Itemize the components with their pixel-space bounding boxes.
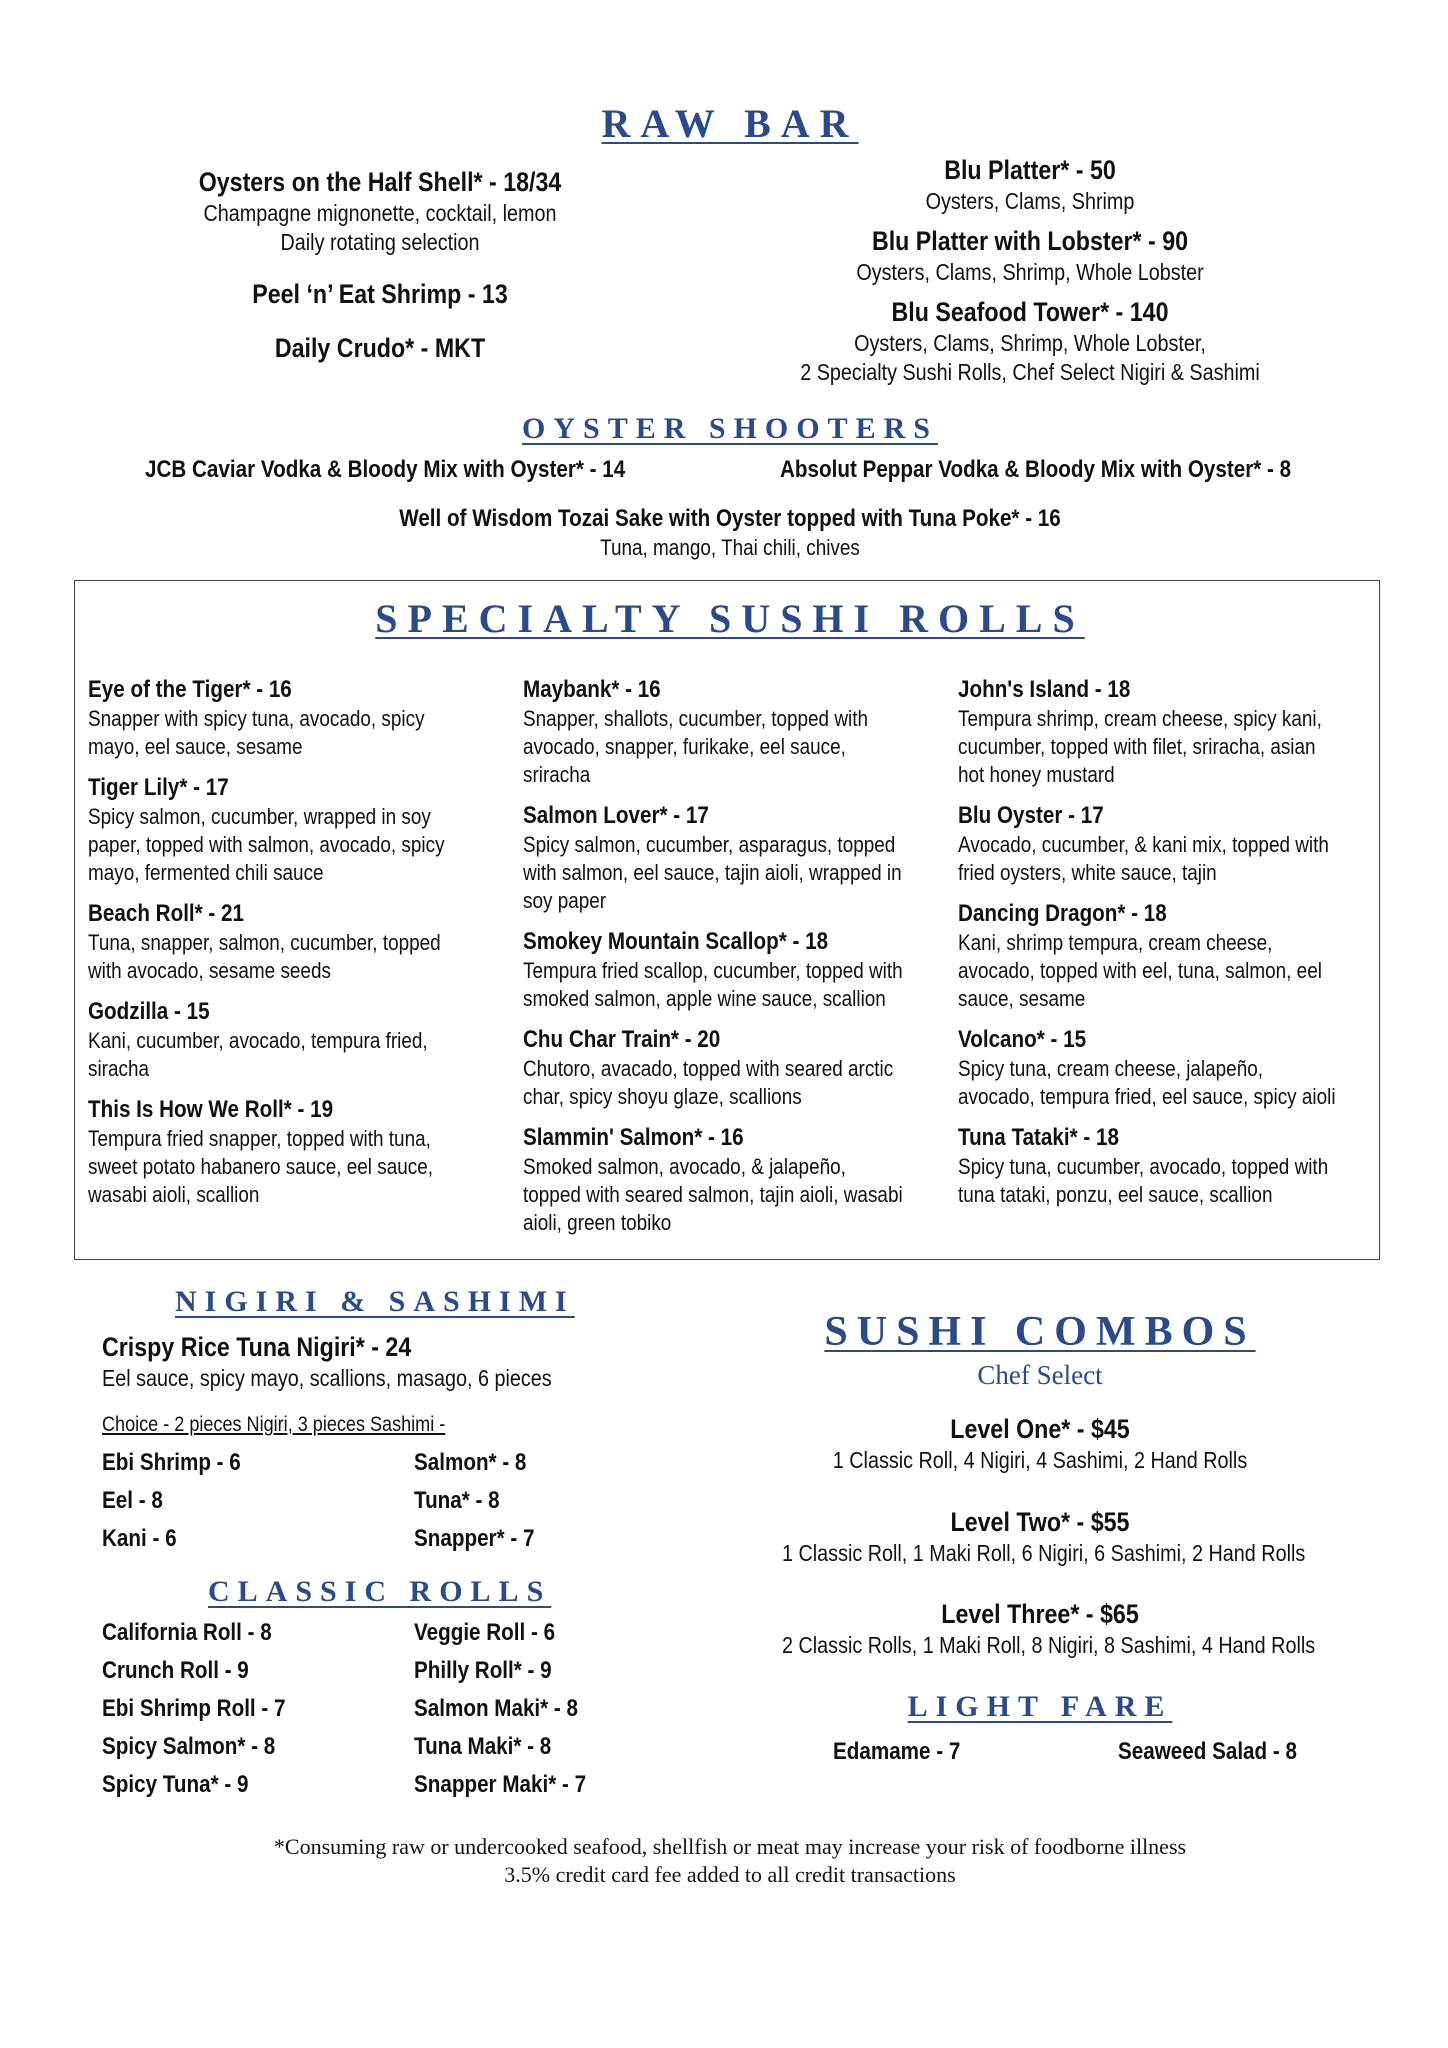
roll-desc-line: Kani, cucumber, avocado, tempura fried, [88,1028,428,1053]
roll-desc-line: Spicy salmon, cucumber, wrapped in soy [88,804,431,829]
roll-desc-line: Chutoro, avacado, topped with seared arctic [523,1056,894,1081]
roll-item [958,801,1388,887]
nigiri-item: Kani - 6 [102,1525,177,1552]
roll-desc-line: with avocado, sesame seeds [88,958,331,983]
roll-name: Dancing Dragon* - 18 [958,900,1167,927]
featured-name: Crispy Rice Tuna Nigiri* - 24 [102,1332,412,1362]
roll-name: Tuna Tataki* - 18 [958,1124,1119,1151]
raw-bar-right-column [730,153,1330,387]
roll-name: Volcano* - 15 [958,1026,1087,1053]
roll-desc-line: Spicy salmon, cucumber, asparagus, topped [523,832,896,857]
classic-roll-item: California Roll - 8 [102,1619,272,1646]
light-fare-item: Seaweed Salad - 8 [1118,1738,1297,1765]
roll-name: Eye of the Tiger* - 16 [88,676,292,703]
light-fare-heading: LIGHT FARE [907,1690,1173,1723]
combos-subtitle: Chef Select [977,1360,1103,1390]
roll-item [88,773,518,887]
roll-item [958,899,1388,1013]
nigiri-item: Snapper* - 7 [414,1525,535,1552]
roll-desc-line: paper, topped with salmon, avocado, spicy [88,832,445,857]
specialty-column-1 [88,675,518,1221]
shooter-desc: Tuna, mango, Thai chili, chives [600,535,860,560]
roll-item [523,801,953,915]
roll-desc-line: sriracha [523,762,591,787]
roll-desc-line: cucumber, topped with filet, sriracha, asian [958,734,1316,759]
roll-desc-line: char, spicy shoyu glaze, scallions [523,1084,802,1109]
roll-desc-line: Tuna, snapper, salmon, cucumber, topped [88,930,441,955]
roll-desc-line: Snapper with spicy tuna, avocado, spicy [88,706,425,731]
menu-item-desc: Champagne mignonette, cocktail, lemon [203,200,557,226]
combo-desc: 1 Classic Roll, 1 Maki Roll, 6 Nigiri, 6 Sashimi, 2 Hand Rolls [782,1540,1306,1566]
roll-item [88,997,518,1083]
roll-desc-line: topped with seared salmon, tajin aioli, wasabi [523,1182,903,1207]
menu-item-name: Blu Platter* - 50 [944,155,1116,185]
combo-level [740,1412,1340,1475]
roll-desc-line: siracha [88,1056,149,1081]
roll-desc-line: Snapper, shallots, cucumber, topped with [523,706,868,731]
shooter-item-center [230,504,1230,562]
classic-roll-item: Philly Roll* - 9 [414,1657,552,1684]
featured-desc: Eel sauce, spicy mayo, scallions, masago, 6 pieces [102,1365,552,1391]
menu-item-name: Blu Seafood Tower* - 140 [891,297,1169,327]
roll-desc-line: smoked salmon, apple wine sauce, scallion [523,986,886,1011]
classic-roll-item: Ebi Shrimp Roll - 7 [102,1695,286,1722]
specialty-rolls-heading: SPECIALTY SUSHI ROLLS [375,596,1085,641]
roll-item [88,675,518,761]
roll-name: Maybank* - 16 [523,676,661,703]
classic-roll-item: Tuna Maki* - 8 [414,1733,552,1760]
combo-level [740,1597,1340,1660]
roll-desc-line: mayo, eel sauce, sesame [88,734,303,759]
classic-roll-item: Spicy Tuna* - 9 [102,1771,249,1798]
roll-name: Tiger Lily* - 17 [88,774,229,801]
roll-name: Beach Roll* - 21 [88,900,245,927]
nigiri-item: Tuna* - 8 [414,1487,500,1514]
combo-name: Level Two* - $55 [950,1507,1130,1537]
roll-name: This Is How We Roll* - 19 [88,1096,334,1123]
roll-item [523,675,953,789]
specialty-column-3 [958,675,1388,1221]
menu-item-desc: Oysters, Clams, Shrimp [925,188,1135,214]
classic-roll-item: Veggie Roll - 6 [414,1619,556,1646]
roll-name: Godzilla - 15 [88,998,210,1025]
roll-desc-line: Tempura fried snapper, topped with tuna, [88,1126,431,1151]
roll-desc-line: hot honey mustard [958,762,1115,787]
roll-desc-line: sweet potato habanero sauce, eel sauce, [88,1154,434,1179]
menu-item-desc: Oysters, Clams, Shrimp, Whole Lobster [856,259,1204,285]
roll-desc-line: mayo, fermented chili sauce [88,860,324,885]
roll-desc-line: Smoked salmon, avocado, & jalapeño, [523,1154,846,1179]
nigiri-featured [102,1330,625,1392]
nigiri-grid [102,1448,634,1554]
roll-desc-line: Kani, shrimp tempura, cream cheese, [958,930,1273,955]
raw-bar-left-column [130,165,630,365]
credit-card-notice: 3.5% credit card fee added to all credit transactions [504,1862,956,1887]
roll-desc-line: fried oysters, white sauce, tajin [958,860,1217,885]
menu-item-name: Daily Crudo* - MKT [274,333,486,363]
classic-roll-item: Snapper Maki* - 7 [414,1771,587,1798]
roll-item [958,675,1388,789]
roll-desc-line: Avocado, cucumber, & kani mix, topped with [958,832,1329,857]
menu-item-name: Peel ‘n’ Eat Shrimp - 13 [252,279,508,309]
menu-item-desc: 2 Specialty Sushi Rolls, Chef Select Nigiri & Sashimi [800,359,1260,385]
roll-desc-line: avocado, topped with eel, tuna, salmon, eel [958,958,1322,983]
nigiri-item: Salmon* - 8 [414,1449,527,1476]
roll-name: John's Island - 18 [958,676,1131,703]
shooter-name: Well of Wisdom Tozai Sake with Oyster topped with Tuna Poke* - 16 [399,505,1061,532]
roll-desc-line: with salmon, eel sauce, tajin aioli, wrapped in [523,860,902,885]
nigiri-choice-note: Choice - 2 pieces Nigiri, 3 pieces Sashimi - [102,1413,446,1436]
menu-item-name: Oysters on the Half Shell* - 18/34 [198,167,562,197]
roll-desc-line: sauce, sesame [958,986,1086,1011]
menu-item-desc: Daily rotating selection [280,229,480,255]
roll-item [88,899,518,985]
roll-desc-line: avocado, snapper, furikake, eel sauce, [523,734,846,759]
roll-desc-line: aioli, green tobiko [523,1210,672,1235]
nigiri-item: Ebi Shrimp - 6 [102,1449,241,1476]
roll-item [958,1025,1388,1111]
classic-rolls-grid [102,1618,634,1800]
roll-desc-line: wasabi aioli, scallion [88,1182,260,1207]
roll-name: Salmon Lover* - 17 [523,802,709,829]
menu-item-desc: Oysters, Clams, Shrimp, Whole Lobster, [854,330,1206,356]
combo-desc: 2 Classic Rolls, 1 Maki Roll, 8 Nigiri, 8 Sashimi, 4 Hand Rolls [782,1632,1316,1658]
combo-name: Level Three* - $65 [941,1599,1139,1629]
roll-item [88,1095,518,1209]
shooter-item-left: JCB Caviar Vodka & Bloody Mix with Oyster* - 14 [145,456,626,483]
specialty-column-2 [523,675,953,1249]
roll-item [958,1123,1388,1209]
roll-item [523,1123,953,1237]
nigiri-item: Eel - 8 [102,1487,163,1514]
classic-roll-item: Spicy Salmon* - 8 [102,1733,276,1760]
roll-desc-line: tuna tataki, ponzu, eel sauce, scallion [958,1182,1273,1207]
roll-name: Blu Oyster - 17 [958,802,1104,829]
roll-item [523,927,953,1013]
roll-name: Slammin' Salmon* - 16 [523,1124,744,1151]
roll-item [523,1025,953,1111]
classic-rolls-heading: CLASSIC ROLLS [208,1575,552,1608]
roll-desc-line: Spicy tuna, cream cheese, jalapeño, [958,1056,1264,1081]
combo-name: Level One* - $45 [950,1414,1130,1444]
classic-roll-item: Salmon Maki* - 8 [414,1695,579,1722]
sushi-combos-heading: SUSHI COMBOS [824,1309,1256,1355]
oyster-shooters-heading: OYSTER SHOOTERS [522,412,938,445]
nigiri-heading: NIGIRI & SASHIMI [175,1285,575,1318]
raw-bar-heading: RAW BAR [601,101,859,146]
roll-desc-line: soy paper [523,888,607,913]
light-fare-item: Edamame - 7 [833,1738,961,1765]
roll-name: Chu Char Train* - 20 [523,1026,721,1053]
roll-desc-line: avocado, tempura fried, eel sauce, spicy aioli [958,1084,1336,1109]
shooter-item-right: Absolut Peppar Vodka & Bloody Mix with Oyster* - 8 [780,456,1292,483]
roll-name: Smokey Mountain Scallop* - 18 [523,928,829,955]
combo-level [740,1505,1340,1568]
roll-desc-line: Tempura shrimp, cream cheese, spicy kani, [958,706,1322,731]
roll-desc-line: Spicy tuna, cucumber, avocado, topped with [958,1154,1329,1179]
classic-roll-item: Crunch Roll - 9 [102,1657,249,1684]
combo-desc: 1 Classic Roll, 4 Nigiri, 4 Sashimi, 2 Hand Rolls [832,1447,1248,1473]
allergy-disclaimer: *Consuming raw or undercooked seafood, shellfish or meat may increase your risk of foodborne illness [273,1834,1187,1859]
menu-item-name: Blu Platter with Lobster* - 90 [871,226,1189,256]
roll-desc-line: Tempura fried scallop, cucumber, topped with [523,958,903,983]
